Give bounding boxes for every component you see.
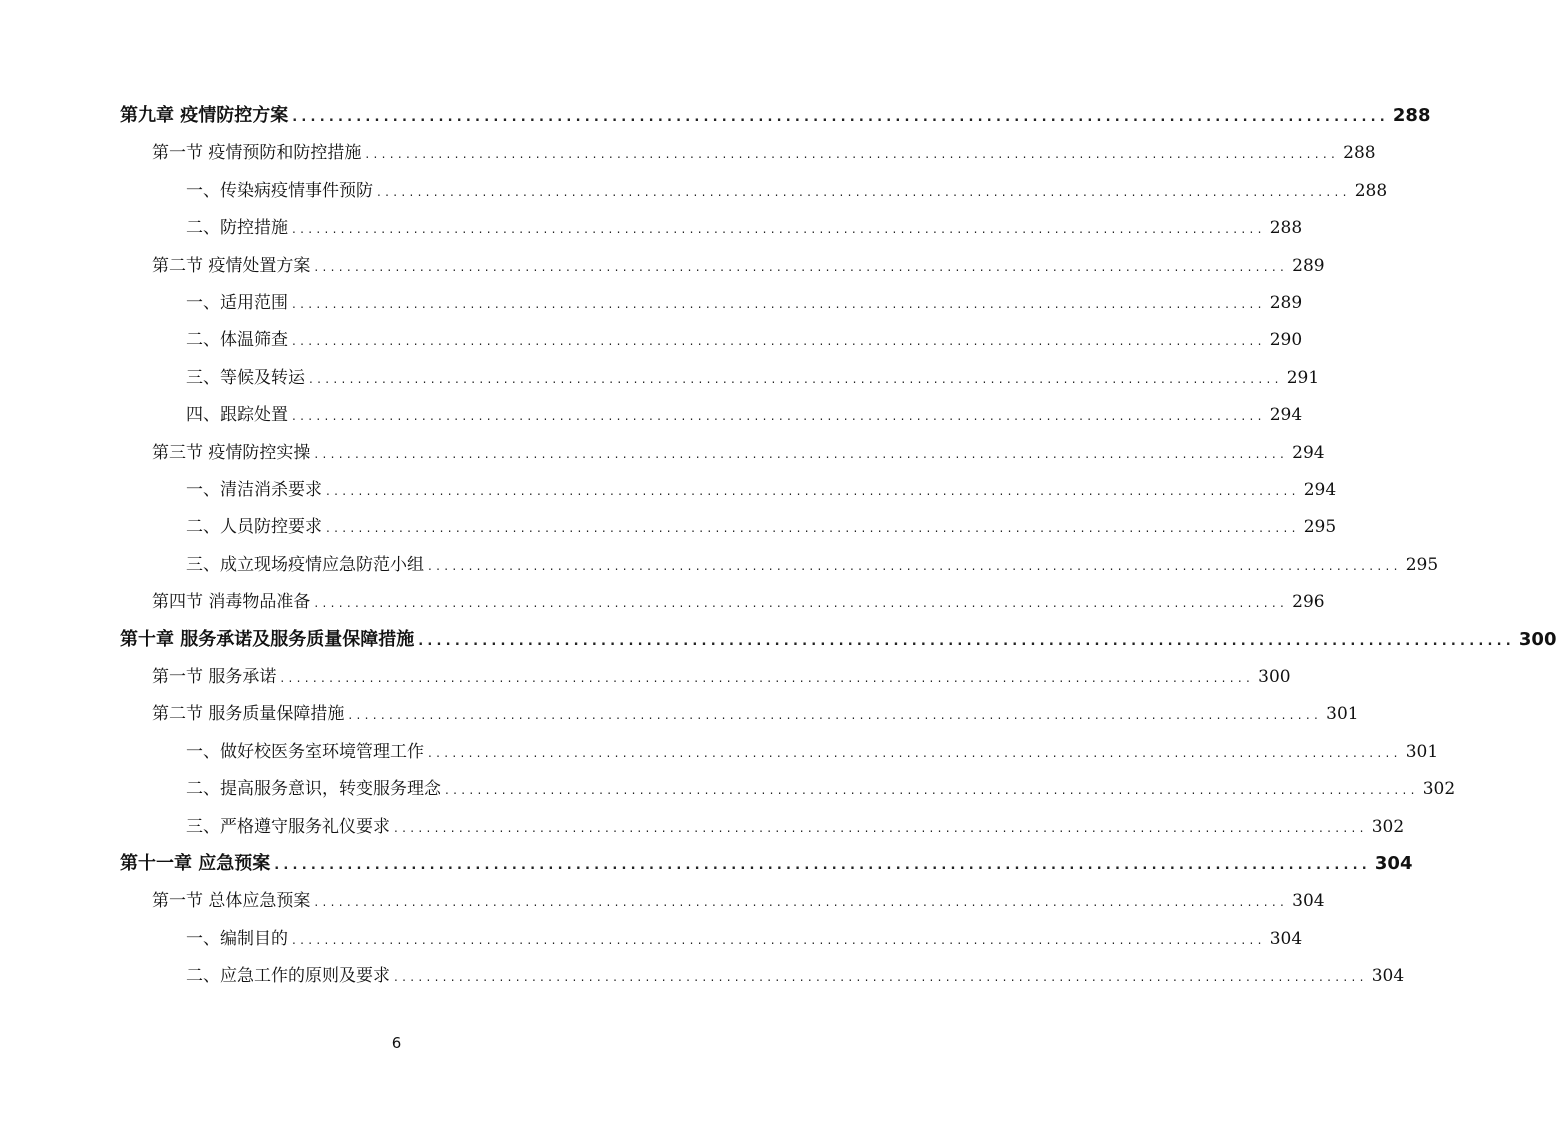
toc-entry-page: 294	[1292, 442, 1325, 463]
toc-dot-leader: ........................................................................................................................	[428, 558, 1402, 573]
toc-dot-leader: ........................................................................................................................	[292, 932, 1266, 947]
toc-dot-leader: ........................................................................................................................	[292, 222, 1266, 237]
toc-entry-page: 304	[1269, 928, 1303, 949]
toc-entry-page: 296	[1292, 592, 1325, 613]
toc-entry-title: 二、体温筛查	[186, 330, 288, 351]
toc-entry-level-2[interactable]	[152, 250, 1325, 282]
toc-entry-title: 第十章 服务承诺及服务质量保障措施	[120, 628, 415, 650]
page-number: 6	[391, 1034, 402, 1052]
toc-entry-level-3[interactable]	[186, 511, 1337, 543]
toc-dot-leader: ........................................................................................................................	[309, 371, 1283, 386]
toc-dot-leader: ........................................................................................................................	[292, 334, 1266, 349]
toc-entry-page: 288	[1354, 180, 1388, 201]
toc-entry-level-2[interactable]	[152, 437, 1325, 469]
toc-dot-leader: ........................................................................................................................	[326, 484, 1300, 498]
toc-entry-page: 288	[1269, 218, 1303, 239]
toc-dot-leader: ........................................................................................................................	[445, 783, 1419, 798]
toc-entry-page: 288	[1392, 105, 1431, 126]
toc-entry-title: 第一节 服务承诺	[152, 667, 277, 687]
toc-entry-title: 三、严格遵守服务礼仪要求	[186, 816, 390, 837]
toc-entry-page: 290	[1269, 330, 1303, 351]
toc-entry-title: 第十一章 应急预案	[120, 853, 271, 874]
toc-dot-leader: ........................................................................................................................	[428, 745, 1402, 760]
toc-entry-level-2[interactable]	[152, 586, 1325, 618]
toc-entry-page: 300	[1518, 628, 1556, 650]
toc-entry-page: 302	[1422, 779, 1456, 800]
toc-entry-page: 300	[1258, 667, 1291, 687]
toc-dot-leader: ........................................................................................................................	[394, 970, 1368, 985]
toc-dot-leader: ........................................................................................................................	[377, 184, 1351, 199]
toc-entry-title: 一、适用范围	[186, 293, 288, 313]
toc-entry-level-3[interactable]	[186, 549, 1439, 581]
toc-entry-title: 二、人员防控要求	[186, 517, 322, 538]
toc-dot-leader: ........................................................................................................................	[292, 110, 1389, 125]
toc-dot-leader: ........................................................................................................................	[314, 446, 1289, 461]
toc-dot-leader: ........................................................................................................................	[292, 409, 1266, 424]
toc-dot-leader: ........................................................................................................................	[348, 708, 1323, 723]
toc-entry-page: 289	[1269, 293, 1303, 313]
toc-dot-leader: ........................................................................................................................	[394, 820, 1368, 835]
toc-entry-page: 304	[1371, 966, 1405, 987]
toc-entry-title: 第二节 服务质量保障措施	[152, 704, 345, 725]
toc-entry-level-2[interactable]	[152, 698, 1359, 730]
toc-entry-title: 一、传染病疫情事件预防	[186, 180, 373, 201]
toc-dot-leader: ........................................................................................................................	[314, 596, 1289, 611]
toc-entry-level-1[interactable]	[120, 100, 1431, 132]
toc-entry-level-3[interactable]	[186, 362, 1320, 394]
toc-entry-level-3[interactable]	[186, 212, 1303, 244]
toc-entry-title: 四、跟踪处置	[186, 405, 288, 426]
toc-dot-leader: ........................................................................................................................	[365, 147, 1340, 162]
toc-entry-title: 第三节 疫情防控实操	[152, 442, 311, 463]
toc-entry-title: 二、应急工作的原则及要求	[186, 966, 390, 987]
toc-entry-level-3[interactable]	[186, 324, 1303, 356]
toc-entry-page: 301	[1405, 741, 1439, 762]
toc-entry-level-3[interactable]	[186, 773, 1456, 805]
toc-entry-level-3[interactable]	[186, 960, 1405, 992]
toc-entry-page: 295	[1303, 517, 1337, 538]
toc-entry-title: 一、做好校医务室环境管理工作	[186, 741, 424, 762]
toc-entry-level-3[interactable]	[186, 923, 1303, 955]
toc-entry-page: 302	[1371, 816, 1405, 837]
toc-entry-level-1[interactable]	[120, 848, 1413, 880]
toc-entry-level-2[interactable]	[152, 137, 1376, 169]
toc-dot-leader: ........................................................................................................................	[314, 259, 1289, 274]
toc-entry-title: 二、防控措施	[186, 218, 288, 239]
toc-dot-leader: ........................................................................................................................	[418, 633, 1515, 649]
toc-entry-level-3[interactable]	[186, 474, 1337, 506]
toc-dot-leader: ........................................................................................................................	[314, 895, 1289, 910]
toc-entry-page: 304	[1374, 853, 1413, 874]
toc-entry-page: 291	[1286, 367, 1320, 388]
toc-entry-level-3[interactable]	[186, 175, 1388, 207]
toc-entry-page: 304	[1292, 891, 1325, 912]
toc-entry-page: 289	[1292, 255, 1325, 276]
toc-entry-level-3[interactable]	[186, 399, 1303, 431]
toc-entry-level-3[interactable]	[186, 736, 1439, 768]
toc-entry-level-3[interactable]	[186, 287, 1303, 319]
toc-entry-level-2[interactable]	[152, 885, 1325, 917]
toc-dot-leader: ........................................................................................................................	[280, 671, 1255, 685]
toc-entry-title: 一、清洁消杀要求	[186, 480, 322, 500]
toc-entry-page: 294	[1269, 405, 1303, 426]
toc-entry-level-2[interactable]	[152, 661, 1291, 693]
toc-entry-title: 第一节 疫情预防和防控措施	[152, 143, 362, 164]
toc-entry-page: 294	[1303, 480, 1337, 500]
toc-entry-title: 二、提高服务意识，转变服务理念	[186, 779, 441, 800]
toc-dot-leader: ........................................................................................................................	[274, 858, 1371, 873]
toc-entry-page: 301	[1326, 704, 1359, 725]
toc-entry-title: 一、编制目的	[186, 928, 288, 949]
toc-entry-level-3[interactable]	[186, 811, 1405, 843]
toc-entry-title: 第四节 消毒物品准备	[152, 592, 311, 613]
toc-entry-title: 三、成立现场疫情应急防范小组	[186, 554, 424, 575]
toc-entry-title: 第九章 疫情防控方案	[120, 105, 289, 126]
toc-dot-leader: ........................................................................................................................	[326, 521, 1300, 536]
toc-entry-page: 288	[1343, 143, 1376, 164]
toc-dot-leader: ........................................................................................................................	[292, 297, 1266, 311]
toc-entry-title: 第一节 总体应急预案	[152, 891, 311, 912]
toc-entry-page: 295	[1405, 554, 1439, 575]
toc-entry-level-1[interactable]	[120, 624, 1556, 656]
toc-entry-title: 第二节 疫情处置方案	[152, 255, 311, 276]
toc-entry-title: 三、等候及转运	[186, 367, 305, 388]
